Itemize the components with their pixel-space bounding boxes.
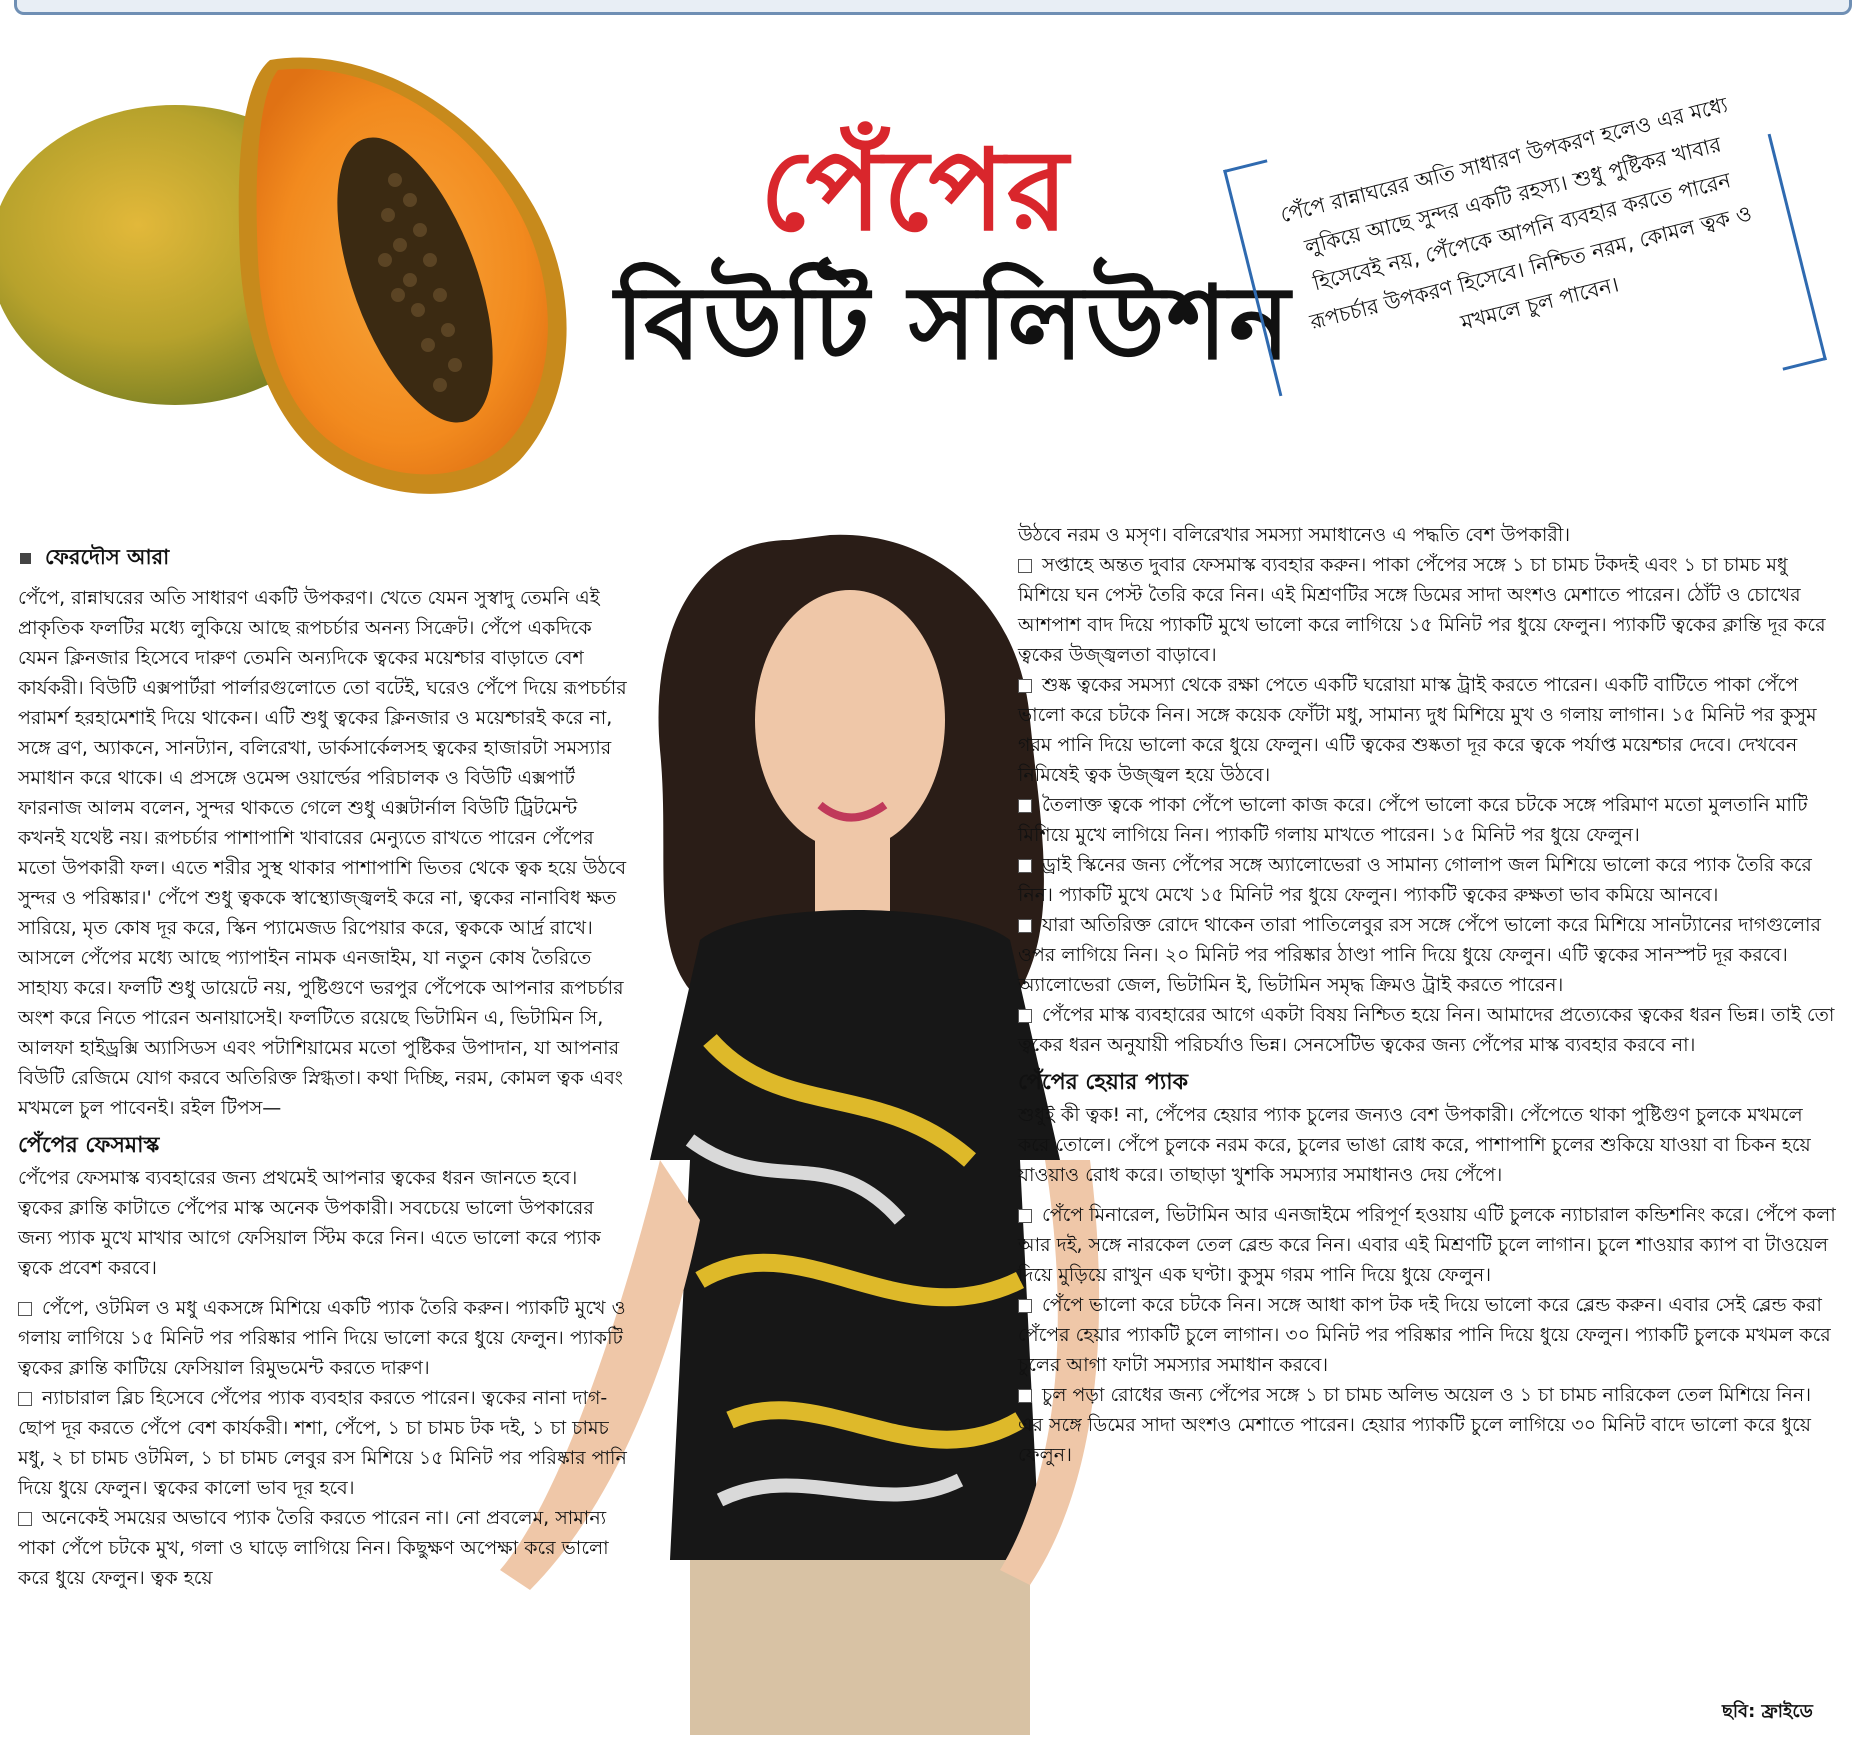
checkbox-bullet-icon xyxy=(1018,1209,1032,1223)
facemask-heading: পেঁপের ফেসমাস্ক xyxy=(18,1133,160,1158)
skin-tip: ড্রাই স্কিনের জন্য পেঁপের সঙ্গে অ্যালোভেরা ও সামান্য গোলাপ জল মিশিয়ে ভালো করে প্যাক তৈরি করে নিন। প্যাকটি মুখে মেখে ১৫ মিনিট পর ধুয়ে ফেলুন। প্যাকটি ত্বকের রুক্ষতা ভাব কমিয়ে আনবে। xyxy=(1018,854,1812,906)
continuation-text: উঠবে নরম ও মসৃণ। বলিরেখার সমস্যা সমাধানেও এ পদ্ধতি বেশ উপকারী। xyxy=(1018,524,1571,546)
model-trousers xyxy=(690,1560,1030,1735)
intro-box xyxy=(1223,40,1827,491)
facemask-tip: ন্যাচারাল ব্লিচ হিসেবে পেঁপের প্যাক ব্যবহার করতে পারেন। ত্বকের নানা দাগ-ছোপ দূর করতে পেঁপে বেশ কার্যকরী। শশা, পেঁপে, ১ চা চামচ টক দই, ১ চা চামচ মধু, ২ চা চামচ ওটমিল, ১ চা চামচ লেবুর রস মিশিয়ে ১৫ মিনিট পর পরিষ্কার পানি দিয়ে ধুয়ে ফেলুন। ত্বকের কালো ভাব দূর হবে। xyxy=(18,1387,627,1499)
model-top xyxy=(650,910,1060,1560)
hairpack-heading: পেঁপের হেয়ার প্যাক xyxy=(1018,1070,1189,1095)
checkbox-bullet-icon xyxy=(1018,679,1032,693)
checkbox-bullet-icon xyxy=(1018,799,1032,813)
checkbox-bullet-icon xyxy=(18,1302,32,1316)
skin-tip: তৈলাক্ত ত্বকে পাকা পেঁপে ভালো কাজ করে। পেঁপে ভালো করে চটকে সঙ্গে পরিমাণ মতো মুলতানি মাটি মিশিয়ে মুখে লাগিয়ে নিন। প্যাকটি গলায় মাখতে পারেন। ১৫ মিনিট পর ধুয়ে ফেলুন। xyxy=(1018,794,1808,846)
skin-tip: শুষ্ক ত্বকের সমস্যা থেকে রক্ষা পেতে একটি ঘরোয়া মাস্ক ট্রাই করতে পারেন। একটি বাটিতে পাকা পেঁপে ভালো করে চটকে নিন। সঙ্গে কয়েক ফোঁটা মধু, সামান্য দুধ মিশিয়ে মুখ ও গলায় লাগান। ১৫ মিনিট পর কুসুম গরম পানি দিয়ে ভালো করে ধুয়ে ফেলুন। এটি ত্বকের শুষ্কতা দূর করে ত্বকে পর্যাপ্ত ময়েশ্চার দেবে। দেখবেন নিমিষেই ত্বক উজ্জ্বল হয়ে উঠবে। xyxy=(1018,674,1817,786)
checkbox-bullet-icon xyxy=(1018,859,1032,873)
hairpack-intro: শুধুই কী ত্বক! না, পেঁপের হেয়ার প্যাক চুলের জন্যও বেশ উপকারী। পেঁপেতে থাকা পুষ্টিগুণ চুলকে মখমলে করে তোলে। পেঁপে চুলকে নরম করে, চুলের ভাঙা রোধ করে, পাশাপাশি চুলের শুকিয়ে যাওয়া বা চিকন হয়ে যাওয়াও রোধ করে। তাছাড়া খুশকি সমস্যার সমাধানও দেয় পেঁপে। xyxy=(1018,1104,1811,1186)
skin-tip: সপ্তাহে অন্তত দুবার ফেসমাস্ক ব্যবহার করুন। পাকা পেঁপের সঙ্গে ১ চা চামচ টকদই এবং ১ চা চামচ মধু মিশিয়ে ঘন পেস্ট তৈরি করে নিন। এই মিশ্রণটির সঙ্গে ডিমের সাদা অংশও মেশাতে পারেন। ঠোঁট ও চোখের আশপাশ বাদ দিয়ে প্যাকটি মুখে ভালো করে লাগিয়ে ১৫ মিনিট পর ধুয়ে ফেলুন। প্যাকটি ত্বকের ক্লান্তি দূর করে ত্বকের উজ্জ্বলতা বাড়াবে। xyxy=(1018,554,1826,666)
headline-line1: পেঁপের xyxy=(760,125,1071,256)
checkbox-bullet-icon xyxy=(1018,559,1032,573)
model-face xyxy=(755,590,945,850)
hair-tip: চুল পড়া রোধের জন্য পেঁপের সঙ্গে ১ চা চামচ অলিভ অয়েল ও ১ চা চামচ নারিকেল তেল মিশিয়ে নিন। এর সঙ্গে ডিমের সাদা অংশও মেশাতে পারেন। হেয়ার প্যাকটি চুলে লাগিয়ে ৩০ মিনিট বাদে ভালো করে ধুয়ে ফেলুন। xyxy=(1018,1384,1812,1466)
headline-line2: বিউটি সলিউশন xyxy=(615,263,1292,383)
photo-credit: ছবি: ফ্রাইডে xyxy=(1722,1701,1813,1722)
checkbox-bullet-icon xyxy=(1018,1299,1032,1313)
checkbox-bullet-icon xyxy=(1018,919,1032,933)
hair-tip: পেঁপে ভালো করে চটকে নিন। সঙ্গে আধা কাপ টক দই দিয়ে ভালো করে ব্লেন্ড করুন। এবার সেই ব্লেন্ড করা পেঁপের হেয়ার প্যাকটি চুলে লাগান। ৩০ মিনিট পর পরিষ্কার পানি দিয়ে ধুয়ে ফেলুন। প্যাকটি চুলকে মখমল করে চুলের আগা ফাটা সমস্যার সমাধান করবে। xyxy=(1018,1294,1831,1376)
facemask-intro: পেঁপের ফেসমাস্ক ব্যবহারের জন্য প্রথমেই আপনার ত্বকের ধরন জানতে হবে। ত্বকের ক্লান্তি কাটাতে পেঁপের মাস্ক অনেক উপকারী। সবচেয়ে ভালো উপকারের জন্য প্যাক মুখে মাখার আগে ফেসিয়াল স্টিম করে নিন। এতে ভালো করে প্যাক ত্বকে প্রবেশ করবে। xyxy=(18,1167,601,1279)
left-column xyxy=(18,583,628,1593)
top-frame-bar xyxy=(14,0,1852,15)
right-column xyxy=(1018,520,1838,1470)
facemask-tip: অনেকেই সময়ের অভাবে প্যাক তৈরি করতে পারেন না। নো প্রবলেম, সামান্য পাকা পেঁপে চটকে মুখ, গলা ও ঘাড়ে লাগিয়ে নিন। কিছুক্ষণ অপেক্ষা করে ভালো করে ধুয়ে ফেলুন। ত্বক হয়ে xyxy=(18,1507,609,1589)
intro-text: পেঁপে রান্নাঘরের অতি সাধারণ উপকরণ হলেও এর মধ্যে লুকিয়ে আছে সুন্দর একটি রহস্য। শুধু পুষ্টিকর খাবার হিসেবেই নয়, পেঁপেকে আপনি ব্যবহার করতে পারেন রূপচর্চার উপকরণ হিসেবে। নিশ্চিত নরম, কোমল ত্বক ও মখমলে চুল পাবেন। xyxy=(1277,92,1755,335)
skin-tip: যারা অতিরিক্ত রোদে থাকেন তারা পাতিলেবুর রস সঙ্গে পেঁপে ভালো করে মিশিয়ে সানট্যানের দাগগুলোর ওপর লাগিয়ে নিন। ২০ মিনিট পর পরিষ্কার ঠাণ্ডা পানি দিয়ে ধুয়ে ফেলুন। এটি ত্বকের সানস্পট দূর করবে। অ্যালোভেরা জেল, ভিটামিন ই, ভিটামিন সমৃদ্ধ ক্রিমও ট্রাই করতে পারেন। xyxy=(1018,914,1821,996)
lead-paragraph: পেঁপে, রান্নাঘরের অতি সাধারণ একটি উপকরণ। খেতে যেমন সুস্বাদু তেমনি এই প্রাকৃতিক ফলটির মধ্যে লুকিয়ে আছে রূপচর্চার অনন্য সিক্রেট। পেঁপে একদিকে যেমন ক্লিনজার হিসেবে দারুণ তেমনি অন্যদিকে ত্বকের ময়েশ্চার বাড়াতে বেশ কার্যকরী। বিউটি এক্সপার্টরা পার্লারগুলোতে তো বটেই, ঘরেও পেঁপে দিয়ে রূপচর্চার পরামর্শ হরহামেশাই দিয়ে থাকেন। এটি শুধু ত্বকের ক্লিনজার ও ময়েশ্চারই করে না, সঙ্গে ব্রণ, অ্যাকনে, সানট্যান, বলিরেখা, ডার্কসার্কেলসহ ত্বকের হাজারটা সমস্যার সমাধান করে থাকে। এ প্রসঙ্গে ওমেন্স ওয়ার্ল্ডের পরিচালক ও বিউটি এক্সপার্ট ফারনাজ আলম বলেন, সুন্দর থাকতে গেলে শুধু এক্সটার্নাল বিউটি ট্রিটমেন্ট কখনই যথেষ্ট নয়। রূপচর্চার পাশাপাশি খাবারের মেন্যুতে রাখতে পারেন পেঁপের মতো উপকারী ফল। এতে শরীর সুস্থ থাকার পাশাপাশি ভিতর থেকে ত্বক হয়ে উঠবে সুন্দর ও পরিষ্কার।' পেঁপে শুধু ত্বককে স্বাস্থ্যোজ্জ্বলই করে না, ত্বকের নানাবিধ ক্ষত সারিয়ে, মৃত কোষ দূর করে, স্কিন প্যামেজড রিপেয়ার করে, ত্বককে আর্দ্র রাখে। আসলে পেঁপের মধ্যে আছে প্যাপাইন নামক এনজাইম, যা নতুন কোষ তৈরিতে সাহায্য করে। ফলটি শুধু ডায়েটে নয়, পুষ্টিগুণে ভরপুর পেঁপেকে আপনার রূপচর্চার অংশ করে নিতে পারেন অনায়াসেই। ফলটিতে রয়েছে ভিটামিন এ, ভিটামিন সি, আলফা হাইড্রক্সি অ্যাসিডস এবং পটাশিয়ামের মতো পুষ্টিকর উপাদান, যা আপনার বিউটি রেজিমে যোগ করবে অতিরিক্ত স্নিগ্ধতা। কথা দিচ্ছি, নরম, কোমল ত্বক এবং মখমলে চুল পাবেনই। রইল টিপস— xyxy=(18,587,627,1119)
byline-square-icon xyxy=(20,553,31,564)
hair-tip: পেঁপে মিনারেল, ভিটামিন আর এনজাইমে পরিপূর্ণ হওয়ায় এটি চুলকে ন্যাচারাল কন্ডিশনিং করে। পেঁপে কলা আর দই, সঙ্গে নারকেল তেল ব্লেন্ড করে নিন। এবার এই মিশ্রণটি চুলে লাগান। চুলে শাওয়ার ক্যাপ বা টাওয়েল দিয়ে মুড়িয়ে রাখুন এক ঘণ্টা। কুসুম গরম পানি দিয়ে ধুয়ে ফেলুন। xyxy=(1018,1204,1836,1286)
papaya-illustration xyxy=(0,40,600,550)
model-neck xyxy=(815,830,890,920)
facemask-tip: পেঁপে, ওটমিল ও মধু একসঙ্গে মিশিয়ে একটি প্যাক তৈরি করুন। প্যাকটি মুখে ও গলায় লাগিয়ে ১৫ মিনিট পর পরিষ্কার পানি দিয়ে ভালো করে ধুয়ে ফেলুন। প্যাকটি ত্বকের ক্লান্তি কাটিয়ে ফেসিয়াল রিমুভমেন্ট করতে দারুণ। xyxy=(18,1297,626,1379)
skin-tip: পেঁপের মাস্ক ব্যবহারের আগে একটা বিষয় নিশ্চিত হয়ে নিন। আমাদের প্রত্যেকের ত্বকের ধরন ভিন্ন। তাই তো ত্বকের ধরন অনুযায়ী পরিচর্যাও ভিন্ন। সেনসেটিভ ত্বকের জন্য পেঁপের মাস্ক ব্যবহার করবে না। xyxy=(1018,1004,1835,1056)
checkbox-bullet-icon xyxy=(1018,1009,1032,1023)
author-name: ফেরদৌস আরা xyxy=(45,545,170,569)
checkbox-bullet-icon xyxy=(18,1392,32,1406)
checkbox-bullet-icon xyxy=(18,1512,32,1526)
checkbox-bullet-icon xyxy=(1018,1389,1032,1403)
author-byline xyxy=(20,541,169,576)
